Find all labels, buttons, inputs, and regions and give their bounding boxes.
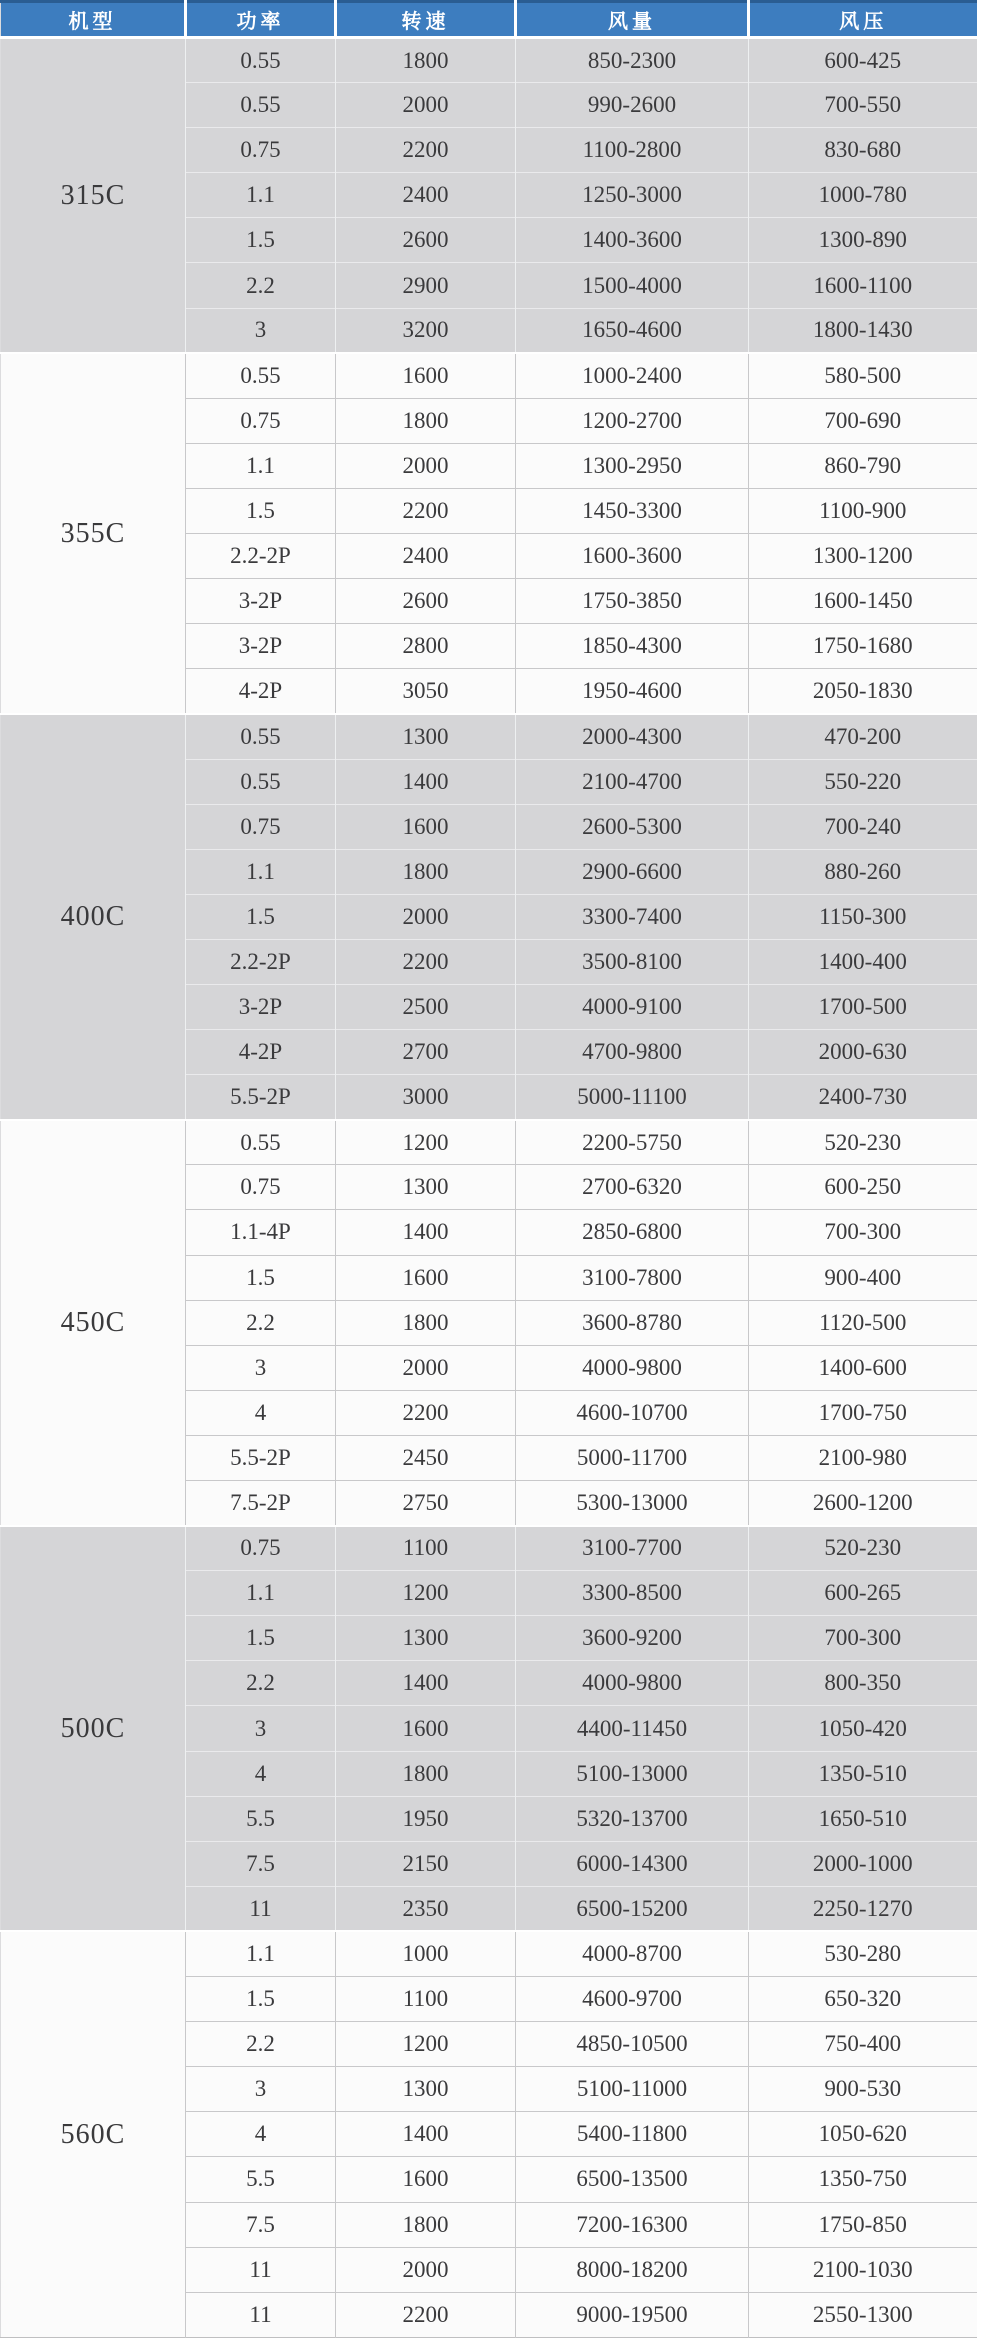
table-row bbox=[1, 1931, 977, 1976]
airflow-cell: 3300-8500 bbox=[516, 1571, 749, 1616]
pressure-cell: 1050-420 bbox=[749, 1706, 977, 1751]
speed-cell: 1400 bbox=[336, 1661, 516, 1706]
speed-cell: 1300 bbox=[336, 2067, 516, 2112]
power-cell: 1.1-4P bbox=[186, 1210, 336, 1255]
airflow-cell: 4700-9800 bbox=[516, 1030, 749, 1075]
airflow-cell: 5000-11100 bbox=[516, 1075, 749, 1120]
pressure-cell: 600-250 bbox=[749, 1165, 977, 1210]
table-row bbox=[1, 38, 977, 83]
speed-cell: 1600 bbox=[336, 2157, 516, 2202]
column-header-airflow: 风量 bbox=[516, 2, 749, 38]
speed-cell: 2000 bbox=[336, 443, 516, 488]
airflow-cell: 8000-18200 bbox=[516, 2247, 749, 2292]
column-header-pressure: 风压 bbox=[749, 2, 977, 38]
power-cell: 2.2 bbox=[186, 1300, 336, 1345]
airflow-cell: 2900-6600 bbox=[516, 849, 749, 894]
speed-cell: 1800 bbox=[336, 1751, 516, 1796]
airflow-cell: 4000-8700 bbox=[516, 1931, 749, 1976]
speed-cell: 1300 bbox=[336, 1616, 516, 1661]
power-cell: 0.75 bbox=[186, 128, 336, 173]
pressure-cell: 520-230 bbox=[749, 1526, 977, 1571]
speed-cell: 3200 bbox=[336, 308, 516, 353]
speed-cell: 2350 bbox=[336, 1886, 516, 1931]
airflow-cell: 1300-2950 bbox=[516, 443, 749, 488]
power-cell: 0.55 bbox=[186, 38, 336, 83]
pressure-cell: 1050-620 bbox=[749, 2112, 977, 2157]
power-cell: 4 bbox=[186, 2112, 336, 2157]
speed-cell: 2000 bbox=[336, 2247, 516, 2292]
speed-cell: 2450 bbox=[336, 1435, 516, 1480]
speed-cell: 1800 bbox=[336, 849, 516, 894]
speed-cell: 1300 bbox=[336, 1165, 516, 1210]
power-cell: 1.5 bbox=[186, 218, 336, 263]
pressure-cell: 2600-1200 bbox=[749, 1481, 977, 1526]
power-cell: 5.5-2P bbox=[186, 1075, 336, 1120]
pressure-cell: 880-260 bbox=[749, 849, 977, 894]
model-cell: 500C bbox=[1, 1526, 186, 1932]
section-450C bbox=[1, 1120, 977, 1526]
speed-cell: 1400 bbox=[336, 759, 516, 804]
airflow-cell: 7200-16300 bbox=[516, 2202, 749, 2247]
power-cell: 3-2P bbox=[186, 579, 336, 624]
column-header-power: 功率 bbox=[186, 2, 336, 38]
speed-cell: 1400 bbox=[336, 1210, 516, 1255]
pressure-cell: 700-690 bbox=[749, 398, 977, 443]
speed-cell: 2000 bbox=[336, 1345, 516, 1390]
airflow-cell: 2000-4300 bbox=[516, 714, 749, 759]
speed-cell: 2700 bbox=[336, 1030, 516, 1075]
speed-cell: 2600 bbox=[336, 579, 516, 624]
pressure-cell: 1120-500 bbox=[749, 1300, 977, 1345]
table-row bbox=[1, 714, 977, 759]
airflow-cell: 6500-15200 bbox=[516, 1886, 749, 1931]
pressure-cell: 1350-750 bbox=[749, 2157, 977, 2202]
airflow-cell: 4850-10500 bbox=[516, 2022, 749, 2067]
power-cell: 0.55 bbox=[186, 759, 336, 804]
power-cell: 0.75 bbox=[186, 398, 336, 443]
power-cell: 4 bbox=[186, 1751, 336, 1796]
section-355C bbox=[1, 353, 977, 714]
power-cell: 11 bbox=[186, 2292, 336, 2337]
power-cell: 0.55 bbox=[186, 1120, 336, 1165]
airflow-cell: 4600-9700 bbox=[516, 1977, 749, 2022]
speed-cell: 2800 bbox=[336, 624, 516, 669]
airflow-cell: 1500-4000 bbox=[516, 263, 749, 308]
pressure-cell: 1700-750 bbox=[749, 1390, 977, 1435]
speed-cell: 2000 bbox=[336, 894, 516, 939]
airflow-cell: 3300-7400 bbox=[516, 894, 749, 939]
pressure-cell: 1750-850 bbox=[749, 2202, 977, 2247]
airflow-cell: 850-2300 bbox=[516, 38, 749, 83]
power-cell: 1.5 bbox=[186, 1977, 336, 2022]
power-cell: 3 bbox=[186, 1345, 336, 1390]
speed-cell: 1300 bbox=[336, 714, 516, 759]
airflow-cell: 5000-11700 bbox=[516, 1435, 749, 1480]
speed-cell: 2150 bbox=[336, 1841, 516, 1886]
power-cell: 4-2P bbox=[186, 669, 336, 714]
speed-cell: 2600 bbox=[336, 218, 516, 263]
airflow-cell: 1600-3600 bbox=[516, 534, 749, 579]
power-cell: 5.5 bbox=[186, 2157, 336, 2202]
pressure-cell: 2400-730 bbox=[749, 1075, 977, 1120]
airflow-cell: 2200-5750 bbox=[516, 1120, 749, 1165]
power-cell: 2.2 bbox=[186, 263, 336, 308]
power-cell: 2.2-2P bbox=[186, 534, 336, 579]
speed-cell: 2200 bbox=[336, 2292, 516, 2337]
speed-cell: 2900 bbox=[336, 263, 516, 308]
header-row bbox=[1, 2, 977, 38]
airflow-cell: 3500-8100 bbox=[516, 939, 749, 984]
section-500C bbox=[1, 1526, 977, 1932]
pressure-cell: 700-240 bbox=[749, 804, 977, 849]
table-header bbox=[1, 2, 977, 38]
pressure-cell: 530-280 bbox=[749, 1931, 977, 1976]
pressure-cell: 1650-510 bbox=[749, 1796, 977, 1841]
pressure-cell: 860-790 bbox=[749, 443, 977, 488]
model-cell: 450C bbox=[1, 1120, 186, 1526]
airflow-cell: 5300-13000 bbox=[516, 1481, 749, 1526]
airflow-cell: 1450-3300 bbox=[516, 488, 749, 533]
pressure-cell: 1100-900 bbox=[749, 488, 977, 533]
pressure-cell: 650-320 bbox=[749, 1977, 977, 2022]
airflow-cell: 2100-4700 bbox=[516, 759, 749, 804]
pressure-cell: 1750-1680 bbox=[749, 624, 977, 669]
power-cell: 3 bbox=[186, 2067, 336, 2112]
airflow-cell: 2850-6800 bbox=[516, 1210, 749, 1255]
model-cell: 400C bbox=[1, 714, 186, 1120]
section-315C bbox=[1, 38, 977, 354]
table-row bbox=[1, 1120, 977, 1165]
power-cell: 4-2P bbox=[186, 1030, 336, 1075]
power-cell: 7.5-2P bbox=[186, 1481, 336, 1526]
speed-cell: 1950 bbox=[336, 1796, 516, 1841]
airflow-cell: 1850-4300 bbox=[516, 624, 749, 669]
power-cell: 0.55 bbox=[186, 714, 336, 759]
power-cell: 11 bbox=[186, 1886, 336, 1931]
power-cell: 3-2P bbox=[186, 624, 336, 669]
power-cell: 2.2-2P bbox=[186, 939, 336, 984]
airflow-cell: 5320-13700 bbox=[516, 1796, 749, 1841]
model-cell: 560C bbox=[1, 1931, 186, 2337]
power-cell: 0.75 bbox=[186, 1526, 336, 1571]
pressure-cell: 2100-1030 bbox=[749, 2247, 977, 2292]
speed-cell: 1800 bbox=[336, 398, 516, 443]
power-cell: 2.2 bbox=[186, 2022, 336, 2067]
pressure-cell: 2550-1300 bbox=[749, 2292, 977, 2337]
power-cell: 4 bbox=[186, 1390, 336, 1435]
pressure-cell: 1600-1100 bbox=[749, 263, 977, 308]
power-cell: 0.55 bbox=[186, 353, 336, 398]
pressure-cell: 520-230 bbox=[749, 1120, 977, 1165]
speed-cell: 2200 bbox=[336, 1390, 516, 1435]
power-cell: 0.55 bbox=[186, 83, 336, 128]
speed-cell: 3050 bbox=[336, 669, 516, 714]
power-cell: 7.5 bbox=[186, 1841, 336, 1886]
power-cell: 3 bbox=[186, 1706, 336, 1751]
pressure-cell: 1400-600 bbox=[749, 1345, 977, 1390]
model-cell: 355C bbox=[1, 353, 186, 714]
airflow-cell: 1100-2800 bbox=[516, 128, 749, 173]
airflow-cell: 3100-7700 bbox=[516, 1526, 749, 1571]
speed-cell: 2400 bbox=[336, 173, 516, 218]
speed-cell: 2400 bbox=[336, 534, 516, 579]
pressure-cell: 1150-300 bbox=[749, 894, 977, 939]
pressure-cell: 2050-1830 bbox=[749, 669, 977, 714]
airflow-cell: 1250-3000 bbox=[516, 173, 749, 218]
pressure-cell: 2000-630 bbox=[749, 1030, 977, 1075]
speed-cell: 2200 bbox=[336, 939, 516, 984]
pressure-cell: 1350-510 bbox=[749, 1751, 977, 1796]
airflow-cell: 4600-10700 bbox=[516, 1390, 749, 1435]
power-cell: 3 bbox=[186, 308, 336, 353]
airflow-cell: 1200-2700 bbox=[516, 398, 749, 443]
power-cell: 1.1 bbox=[186, 849, 336, 894]
airflow-cell: 2600-5300 bbox=[516, 804, 749, 849]
pressure-cell: 470-200 bbox=[749, 714, 977, 759]
model-cell: 315C bbox=[1, 38, 186, 354]
pressure-cell: 2100-980 bbox=[749, 1435, 977, 1480]
power-cell: 5.5 bbox=[186, 1796, 336, 1841]
pressure-cell: 600-425 bbox=[749, 38, 977, 83]
power-cell: 5.5-2P bbox=[186, 1435, 336, 1480]
power-cell: 1.1 bbox=[186, 1931, 336, 1976]
pressure-cell: 580-500 bbox=[749, 353, 977, 398]
airflow-cell: 1650-4600 bbox=[516, 308, 749, 353]
speed-cell: 1100 bbox=[336, 1977, 516, 2022]
airflow-cell: 6500-13500 bbox=[516, 2157, 749, 2202]
speed-cell: 1100 bbox=[336, 1526, 516, 1571]
speed-cell: 1000 bbox=[336, 1931, 516, 1976]
pressure-cell: 800-350 bbox=[749, 1661, 977, 1706]
pressure-cell: 1000-780 bbox=[749, 173, 977, 218]
power-cell: 3-2P bbox=[186, 984, 336, 1029]
airflow-cell: 1750-3850 bbox=[516, 579, 749, 624]
airflow-cell: 4400-11450 bbox=[516, 1706, 749, 1751]
table-row bbox=[1, 1526, 977, 1571]
power-cell: 2.2 bbox=[186, 1661, 336, 1706]
speed-cell: 1800 bbox=[336, 1300, 516, 1345]
speed-cell: 2200 bbox=[336, 128, 516, 173]
speed-cell: 1600 bbox=[336, 1706, 516, 1751]
pressure-cell: 600-265 bbox=[749, 1571, 977, 1616]
airflow-cell: 1000-2400 bbox=[516, 353, 749, 398]
airflow-cell: 4000-9800 bbox=[516, 1661, 749, 1706]
power-cell: 0.75 bbox=[186, 804, 336, 849]
speed-cell: 1800 bbox=[336, 2202, 516, 2247]
airflow-cell: 5400-11800 bbox=[516, 2112, 749, 2157]
speed-cell: 1200 bbox=[336, 2022, 516, 2067]
speed-cell: 1800 bbox=[336, 38, 516, 83]
pressure-cell: 1700-500 bbox=[749, 984, 977, 1029]
section-400C bbox=[1, 714, 977, 1120]
airflow-cell: 9000-19500 bbox=[516, 2292, 749, 2337]
airflow-cell: 990-2600 bbox=[516, 83, 749, 128]
speed-cell: 1600 bbox=[336, 353, 516, 398]
power-cell: 1.5 bbox=[186, 1616, 336, 1661]
airflow-cell: 1950-4600 bbox=[516, 669, 749, 714]
speed-cell: 1400 bbox=[336, 2112, 516, 2157]
pressure-cell: 2000-1000 bbox=[749, 1841, 977, 1886]
pressure-cell: 700-550 bbox=[749, 83, 977, 128]
power-cell: 11 bbox=[186, 2247, 336, 2292]
speed-cell: 3000 bbox=[336, 1075, 516, 1120]
airflow-cell: 2700-6320 bbox=[516, 1165, 749, 1210]
airflow-cell: 1400-3600 bbox=[516, 218, 749, 263]
pressure-cell: 830-680 bbox=[749, 128, 977, 173]
power-cell: 1.5 bbox=[186, 1255, 336, 1300]
pressure-cell: 1800-1430 bbox=[749, 308, 977, 353]
pressure-cell: 1400-400 bbox=[749, 939, 977, 984]
speed-cell: 2500 bbox=[336, 984, 516, 1029]
power-cell: 1.5 bbox=[186, 488, 336, 533]
airflow-cell: 4000-9100 bbox=[516, 984, 749, 1029]
speed-cell: 2750 bbox=[336, 1481, 516, 1526]
pressure-cell: 550-220 bbox=[749, 759, 977, 804]
airflow-cell: 3600-9200 bbox=[516, 1616, 749, 1661]
speed-cell: 2000 bbox=[336, 83, 516, 128]
airflow-cell: 5100-13000 bbox=[516, 1751, 749, 1796]
power-cell: 1.5 bbox=[186, 894, 336, 939]
table-row bbox=[1, 353, 977, 398]
power-cell: 1.1 bbox=[186, 1571, 336, 1616]
column-header-model: 机型 bbox=[1, 2, 186, 38]
pressure-cell: 750-400 bbox=[749, 2022, 977, 2067]
airflow-cell: 6000-14300 bbox=[516, 1841, 749, 1886]
airflow-cell: 5100-11000 bbox=[516, 2067, 749, 2112]
pressure-cell: 1300-890 bbox=[749, 218, 977, 263]
airflow-cell: 4000-9800 bbox=[516, 1345, 749, 1390]
pressure-cell: 1300-1200 bbox=[749, 534, 977, 579]
pressure-cell: 900-530 bbox=[749, 2067, 977, 2112]
pressure-cell: 2250-1270 bbox=[749, 1886, 977, 1931]
airflow-cell: 3600-8780 bbox=[516, 1300, 749, 1345]
power-cell: 0.75 bbox=[186, 1165, 336, 1210]
speed-cell: 1600 bbox=[336, 804, 516, 849]
speed-cell: 2200 bbox=[336, 488, 516, 533]
pressure-cell: 900-400 bbox=[749, 1255, 977, 1300]
pressure-cell: 1600-1450 bbox=[749, 579, 977, 624]
speed-cell: 1600 bbox=[336, 1255, 516, 1300]
pressure-cell: 700-300 bbox=[749, 1210, 977, 1255]
section-560C bbox=[1, 1931, 977, 2337]
power-cell: 1.1 bbox=[186, 173, 336, 218]
power-cell: 7.5 bbox=[186, 2202, 336, 2247]
pressure-cell: 700-300 bbox=[749, 1616, 977, 1661]
speed-cell: 1200 bbox=[336, 1571, 516, 1616]
column-header-speed: 转速 bbox=[336, 2, 516, 38]
airflow-cell: 3100-7800 bbox=[516, 1255, 749, 1300]
speed-cell: 1200 bbox=[336, 1120, 516, 1165]
power-cell: 1.1 bbox=[186, 443, 336, 488]
